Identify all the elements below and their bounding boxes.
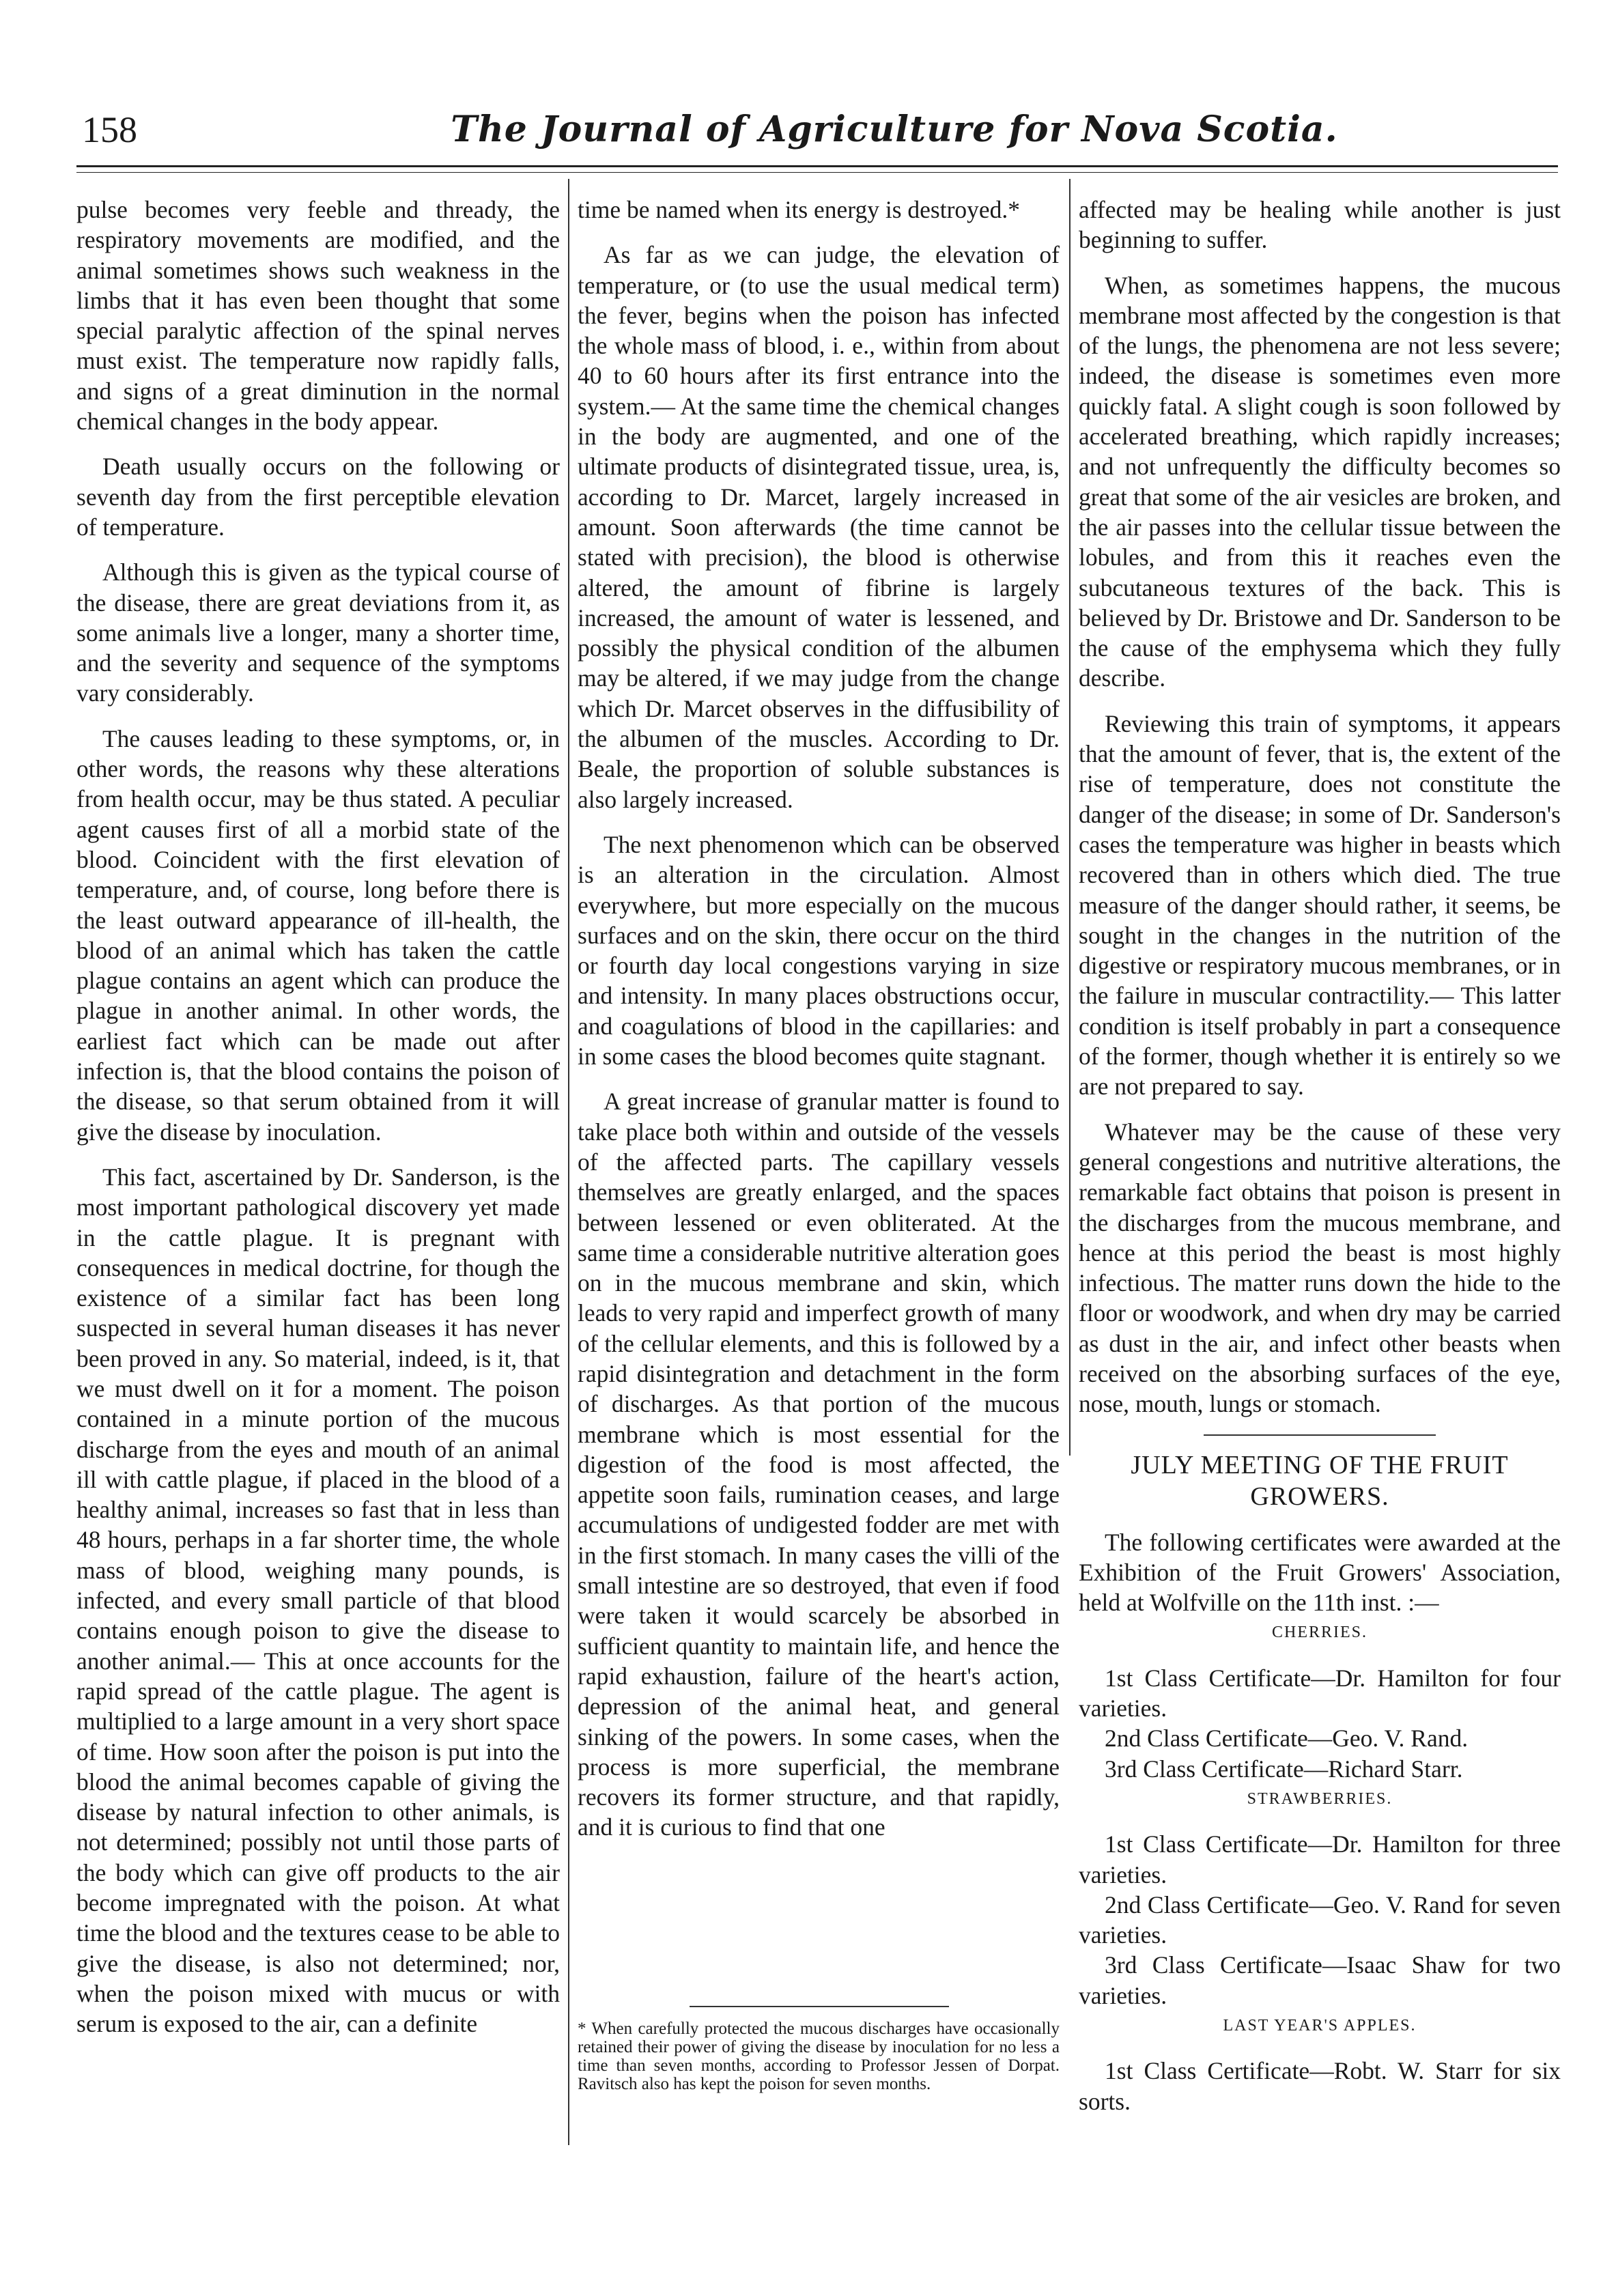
award-item: 3rd Class Certificate—Richard Starr.	[1105, 1755, 1463, 1783]
paragraph: A great increase of granular matter is found to take place both within and outside of the vessels of the affected parts. The capillary vessels themselves are greatly enlarged, and the spaces between lessened or even obliterated. At the same time a considerable nutritive alteration goes on in the mucous membrane and skin, which leads to very rapid and imperfect growth of many of the cellular elements, and this is followed by a rapid disintegration and detachment in the form of discharges. As that portion of the mucous membrane which is most essential for the digestion of the food is most affected, the appetite soon fails, rumination ceases, and large accumulations of undigested fodder are met with in the first stomach. In many cases the villi of the small intestine are so destroyed, that even if food were taken it would scarcely be absorbed in sufficient quantity to maintain life, and hence the rapid exhaustion, failure of the heart's action, depression of the animal heat, and general sinking of the powers. In some cases, when the process is more superficial, the membrane recovers its former structure, and that rapidly, and it is curious to find that one	[578, 1088, 1060, 1841]
paragraph: The following certificates were awarded at the Exhibition of the Fruit Growers' Association, held at Wolfville on the 11th inst. :—	[1079, 1528, 1561, 1617]
footnote-rule	[690, 2006, 949, 2007]
award-item: 1st Class Certificate—Dr. Hamilton for three varieties.	[1079, 1830, 1561, 1888]
section-divider	[1204, 1434, 1436, 1436]
column-divider-left	[568, 179, 569, 2145]
paragraph: Whatever may be the cause of these very general congestions and nutritive alterations, the remarkable fact obtains that poison is present in the discharges from the mucous membrane, and hence at this period the beast is most highly infectious. The matter runs down the hide to the floor or woodwork, and when dry may be carried as dust in the air, and infect other beasts when received on the absorbing surfaces of the eye, nose, mouth, lungs or stomach.	[1079, 1118, 1561, 1418]
award-item: 1st Class Certificate—Robt. W. Starr for six sorts.	[1079, 2057, 1561, 2115]
header-rule	[76, 165, 1558, 167]
paragraph: Although this is given as the typical course of the disease, there are great deviations from it, as some animals live a longer, many a shorter time, and the severity and sequence of the symptoms vary considerably.	[76, 558, 560, 707]
paragraph: When, as sometimes happens, the mucous membrane most affected by the congestion is that of the lungs, the phenomena are not less severe; indeed, the disease is sometimes even more quickly fatal. A slight cough is soon followed by accelerated breathing, which rapidly increases; and not unfrequently the difficulty becomes so great that some of the air vesicles are broken, and the air passes into the cellular tissue between the lobules, and from this it reaches even the subcutaneous textures of the back. This is believed by Dr. Bristowe and Dr. Sanderson to be the cause of the emphysema which they fully describe.	[1079, 271, 1561, 692]
paragraph: affected may be healing while another is just beginning to suffer.	[1079, 196, 1561, 254]
running-title: The Journal of Agriculture for Nova Scotia.	[451, 109, 1338, 150]
paragraph: Death usually occurs on the following or seventh day from the first perceptible elevation of temperature.	[76, 453, 560, 541]
header-rule-thin	[76, 172, 1558, 173]
column-left	[76, 195, 560, 2039]
paragraph: The next phenomenon which can be observed is an alteration in the circulation. Almost everywhere, but more especially on the mucous surfaces and on the skin, there occur on the third or fourth day local congestions varying in size and intensity. In many places obstructions occur, and coagulations of blood in the capillaries: and in some cases the blood becomes quite stagnant.	[578, 830, 1060, 1071]
subhead-cherries: CHERRIES.	[1271, 1624, 1367, 1642]
paragraph: Reviewing this train of symptoms, it appears that the amount of fever, that is, the extent of the rise of temperature, does not constitute the danger of the disease; in some of Dr. Sanderson's cases the temperature was higher in beasts which recovered than in others which died. The true measure of the danger should rather, it seems, be sought in the changes in the nutrition of the digestive or respiratory mucous membranes, or in the failure in muscular contractility.— This latter condition is itself probably in part a consequence of the former, though whether it is entirely so we are not prepared to say.	[1079, 709, 1561, 1101]
section-title: JULY MEETING OF THE FRUIT GROWERS.	[1131, 1450, 1509, 1511]
column-divider-right	[1069, 179, 1071, 1456]
subhead-apples: LAST YEAR'S APPLES.	[1223, 2017, 1417, 2035]
paragraph: pulse becomes very feeble and thready, the respiratory movements are modified, and the animal sometimes shows such weakness in the limbs that it has even been thought that some special paralytic affection of the spinal nerves must exist. The temperature now rapidly falls, and signs of a great diminution in the normal chemical changes in the body appear.	[76, 196, 560, 436]
award-item: 2nd Class Certificate—Geo. V. Rand for seven varieties.	[1079, 1890, 1561, 1949]
paragraph: This fact, ascertained by Dr. Sanderson, is the most important pathological discovery yet made in the cattle plague. It is pregnant with consequences in medical doctrine, for though the existence of a similar fact has been long suspected in several human diseases it has never been proved in any. So material, indeed, is it, that we must dwell on it for a moment. The poison contained in a minute portion of the mucous discharge from the eyes and mouth of an animal ill with cattle plague, if placed in the blood of a healthy animal, increases so fast that in less than 48 hours, perhaps in a far shorter time, the whole mass of blood, weighing many pounds, is infected, and every small particle of that blood contains enough poison to give the disease to another animal.— This at once accounts for the rapid spread of the cattle plague. The agent is multiplied to a large amount in a very short space of time. How soon after the poison is put into the blood the animal becomes capable of giving the disease by natural infection to other animals, is not determined; possibly not until those parts of the body which can give off products to the air become impregnated with the poison. At what time the blood and the textures cease to be able to give the disease, is also not determined; nor, when the poison mixed with mucus or with serum is exposed to the air, can a definite	[76, 1163, 560, 2038]
award-item: 3rd Class Certificate—Isaac Shaw for two varieties.	[1079, 1951, 1561, 2009]
paragraph: As far as we can judge, the elevation of temperature, or (to use the usual medical term) the fever, begins when the poison has infected the whole mass of blood, i. e., within from about 40 to 60 hours after its first entrance into the system.— At the same time the chemical changes in the body are augmented, and one of the ultimate products of disintegrated tissue, urea, is, according to Dr. Marcet, largely increased in amount. Soon afterwards (the time cannot be stated with precision), the blood is otherwise altered, the amount of fibrine is largely increased, the amount of water is lessened, and possibly the physical condition of the albumen may be altered, if we may judge from the change which Dr. Marcet observes in the diffusibility of the albumen of the muscles. According to Dr. Beale, the proportion of soluble substances is also largely increased.	[578, 241, 1060, 813]
paragraph: The causes leading to these symptoms, or, in other words, the reasons why these alterations from health occur, may be thus stated. A peculiar agent causes first of all a morbid state of the blood. Coincident with the first elevation of temperature, and, of course, long before there is the least outward appearance of ill-health, the blood of an animal which has taken the cattle plague contains an agent which can produce the plague in another animal. In other words, the earliest fact which can be made out after infection is, that the blood contains the poison of the disease, so that serum obtained from it will give the disease by inoculation.	[76, 724, 560, 1146]
footnote: * When carefully protected the mucous discharges have occasionally retained their power of giving the disease by inoculation for no less a time than seven months, according to Professor Jessen of Dorpat. Ravitsch also has kept the poison for seven months.	[578, 2019, 1060, 2093]
page-header	[68, 102, 1557, 157]
page-number: 158	[82, 109, 137, 150]
award-item: 1st Class Certificate—Dr. Hamilton for four varieties.	[1079, 1664, 1561, 1723]
subhead-strawberries: STRAWBERRIES.	[1247, 1789, 1393, 1808]
column-right	[1079, 195, 1561, 2116]
paragraph: time be named when its energy is destroyed.*	[578, 196, 1021, 223]
award-item: 2nd Class Certificate—Geo. V. Rand.	[1105, 1725, 1469, 1753]
column-middle	[578, 195, 1060, 1843]
